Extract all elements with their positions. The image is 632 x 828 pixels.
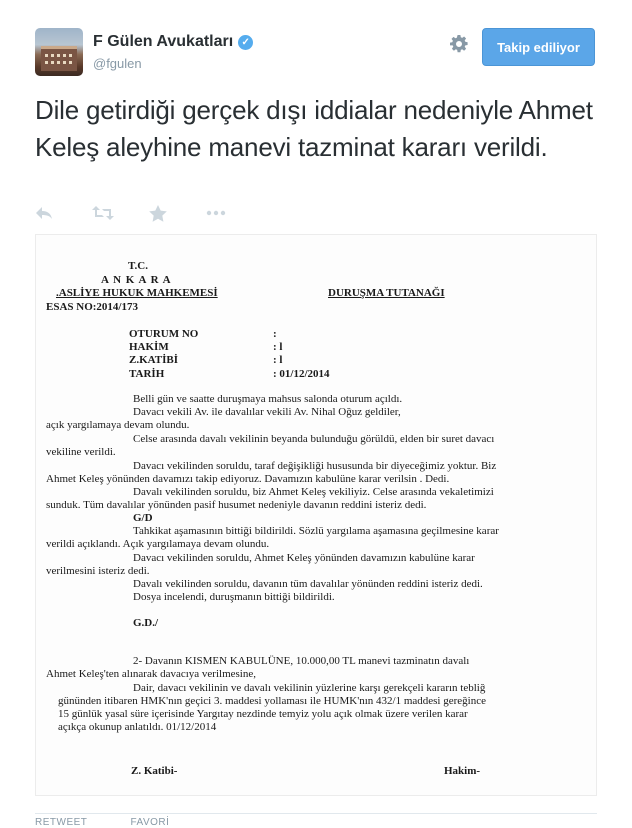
doc-minutes-title: DURUŞMA TUTANAĞI: [328, 287, 445, 299]
doc-tc: T.C.: [128, 260, 148, 272]
name-row[interactable]: [93, 33, 253, 51]
doc-line: Dair, davacı vekilinin ve davalı vekilinin yüzlerine karşı gerekçeli kararın tebliğ: [133, 682, 486, 694]
tweet-actions: [35, 201, 263, 225]
doc-line: açıkça okunup anlatıldı. 01/12/2014: [58, 721, 217, 733]
avatar-building-graphic: [41, 46, 77, 71]
doc-esas: ESAS NO:2014/173: [46, 301, 138, 313]
doc-line: gününden itibaren HMK'nın geçici 3. maddesi yollaması ile HUMK'nın 432/1 maddesi gereğince: [58, 695, 486, 707]
doc-line: Davacı vekilinden soruldu, taraf değişikliği hususunda bir diyeceğimiz yoktur. Biz: [133, 460, 497, 472]
doc-line: Davacı vekili Av. ile davalılar vekili Av. Nihal Oğuz geldiler,: [133, 406, 401, 418]
following-button[interactable]: Takip ediliyor: [482, 28, 595, 66]
doc-line: Ahmet Keleş'ten alınarak davacıya verilmesine,: [46, 668, 256, 680]
doc-line: verilmesini isteriz dedi.: [46, 565, 150, 577]
doc-line: Davacı vekilinden soruldu, Ahmet Keleş yönünden davamızın kabulüne karar: [133, 552, 475, 564]
doc-gd-mark: G/D: [133, 512, 153, 524]
doc-katibi-sign: Z. Katibi-: [131, 765, 178, 777]
doc-line: sunduk. Tüm davalılar yönünden pasif husumet nedeniyle davanın reddini isteriz dedi.: [46, 499, 427, 511]
doc-line: 2- Davanın KISMEN KABULÜNE, 10.000,00 TL manevi tazminatın davalı: [133, 655, 470, 667]
tweet-text: Dile getirdiği gerçek dışı iddialar nedeniyle Ahmet Keleş aleyhine manevi tazminat kararı verildi.: [35, 95, 593, 162]
doc-oturum-label: OTURUM NO: [129, 328, 199, 340]
tweet-stats: [35, 817, 169, 828]
doc-line: açık yargılamaya devam olundu.: [46, 419, 190, 431]
doc-line: 15 günlük yasal süre içerisinde Yargıtay nezdinde temyiz yolu açık olmak üzere verilen karar: [58, 708, 468, 720]
favorites-label[interactable]: FAVORİ: [130, 817, 170, 828]
doc-line: vekiline verildi.: [46, 446, 116, 458]
account-fullname[interactable]: F Gülen Avukatları: [93, 33, 234, 50]
doc-city: A N K A R A: [101, 274, 172, 286]
doc-line: Davalı vekilinden soruldu, biz Ahmet Keleş vekiliyiz. Celse arasında vekaletimizi: [133, 486, 494, 498]
retweet-icon[interactable]: [92, 205, 116, 221]
doc-line: Celse arasında davalı vekilinin beyanda bulunduğu görüldü, elden bir suret davacı: [133, 433, 495, 445]
doc-line: Dosya incelendi, duruşmanın bittiği bildirildi.: [133, 591, 335, 603]
court-document-image[interactable]: [35, 234, 597, 796]
doc-oturum-value: :: [273, 328, 277, 340]
more-icon[interactable]: [206, 210, 230, 216]
gear-icon[interactable]: [449, 34, 469, 54]
doc-hakim-value: : l: [273, 341, 283, 353]
doc-line: Tahkikat aşamasının bittiği bildirildi. Sözlü yargılama aşamasına geçilmesine karar: [133, 525, 499, 537]
verified-badge-icon: ✓: [238, 35, 253, 50]
doc-hakim-sign: Hakim-: [444, 765, 481, 777]
favorite-icon[interactable]: [149, 205, 173, 222]
doc-court: .ASLİYE HUKUK MAHKEMESİ: [56, 287, 218, 299]
account-handle[interactable]: @fgulen: [93, 56, 142, 71]
doc-line: Davalı vekilinden soruldu, davanın tüm davalılar yönünden reddini isteriz dedi.: [133, 578, 483, 590]
avatar[interactable]: [35, 28, 83, 76]
doc-line: verildi açıklandı. Açık yargılamaya devam olundu.: [46, 538, 270, 550]
doc-line: Belli gün ve saatte duruşmaya mahsus salonda oturum açıldı.: [133, 393, 403, 405]
doc-katibi-label: Z.KATİBİ: [129, 354, 179, 366]
doc-gd-final: G.D./: [133, 617, 159, 629]
divider: [35, 813, 597, 814]
doc-tarih-value: : 01/12/2014: [273, 368, 330, 380]
reply-icon[interactable]: [35, 205, 59, 221]
doc-tarih-label: TARİH: [129, 368, 165, 380]
doc-line: Ahmet Keleş yönünden davamızı takip ediyoruz. Davamızın kabulüne karar verilsin . Dedi.: [46, 473, 450, 485]
doc-hakim-label: HAKİM: [129, 341, 169, 353]
doc-katibi-value: : l: [273, 354, 283, 366]
retweets-label[interactable]: RETWEET: [35, 817, 88, 828]
